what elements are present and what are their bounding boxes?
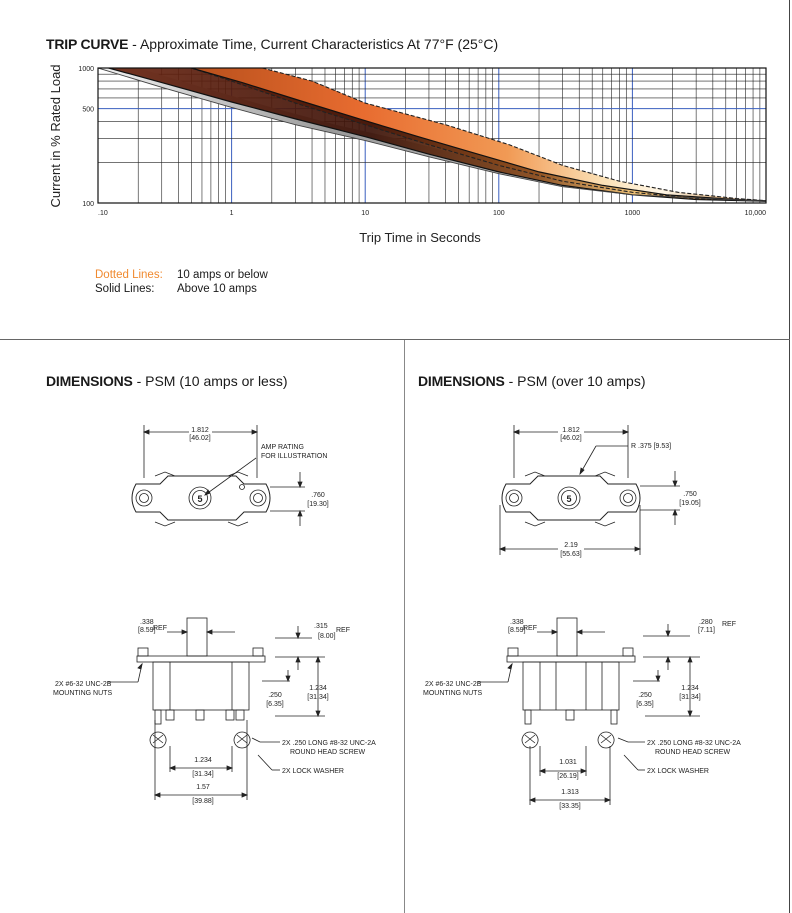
left-side-w1-value: 1.234 xyxy=(194,757,212,764)
left-top-width-mm: [46.02] xyxy=(189,435,211,442)
right-side-w2-value: 1.313 xyxy=(561,789,579,796)
right-side-screw-2: ROUND HEAD SCREW xyxy=(655,749,731,756)
right-side-nut-1: 2X #6-32 UNC-2B xyxy=(425,681,482,688)
left-side-ref2-suffix: REF xyxy=(336,627,350,634)
x-tick-label: .10 xyxy=(98,210,108,217)
legend-value-dotted: 10 amps or below xyxy=(177,269,268,281)
x-axis-label: Trip Time in Seconds xyxy=(359,230,481,245)
left-side-view-drawing xyxy=(0,612,404,817)
dimensions-left-title-rest: - PSM (10 amps or less) xyxy=(132,373,288,389)
right-side-w2-mm: [33.35] xyxy=(559,803,581,810)
legend-row-solid xyxy=(95,282,268,296)
dimensions-left-title-bold: DIMENSIONS xyxy=(46,373,133,389)
y-tick-labels xyxy=(78,66,94,208)
left-side-washer: 2X LOCK WASHER xyxy=(282,768,344,775)
right-side-screw-1: 2X .250 LONG #8-32 UNC-2A xyxy=(647,740,741,747)
right-side-washer: 2X LOCK WASHER xyxy=(647,768,709,775)
right-side-ref1-value: .338 xyxy=(510,619,524,626)
left-side-w2-mm: [39.88] xyxy=(192,798,214,805)
legend-key-dotted: Dotted Lines: xyxy=(95,269,163,281)
right-top-radius: R .375 [9.53] xyxy=(631,443,672,450)
right-top-view-drawing xyxy=(405,415,789,575)
right-side-d2-mm: [31.34] xyxy=(679,694,701,701)
right-side-ref2-mm: [7.11] xyxy=(698,627,715,634)
right-side-d1-value: .250 xyxy=(638,692,652,699)
left-side-d2-mm: [31.34] xyxy=(307,694,329,701)
right-side-d2-value: 1.234 xyxy=(681,685,699,692)
x-tick-labels xyxy=(98,210,766,217)
left-side-nut-1: 2X #6-32 UNC-2B xyxy=(55,681,112,688)
svg-text:5: 5 xyxy=(197,494,203,504)
left-top-note-1: AMP RATING xyxy=(261,444,304,451)
right-side-ref2-value: .280 xyxy=(699,619,713,626)
left-side-nut-2: MOUNTING NUTS xyxy=(53,690,113,697)
right-top-height-mm: [19.05] xyxy=(679,500,701,507)
chart-bands xyxy=(98,68,766,201)
dimensions-right-title xyxy=(418,373,646,389)
legend-row-dotted xyxy=(95,268,268,282)
right-side-ref1-suffix: REF xyxy=(523,625,537,632)
chart-legend xyxy=(95,268,268,296)
curve-band-dotted-series xyxy=(191,68,766,201)
right-top-total-value: 2.19 xyxy=(564,542,578,549)
left-side-ref1-suffix: REF xyxy=(153,625,167,632)
y-tick-label: 1000 xyxy=(78,66,94,73)
section-divider-horizontal xyxy=(0,339,790,340)
page-right-border xyxy=(789,0,790,913)
left-side-ref1-mm: [8.59] xyxy=(138,627,156,634)
y-tick-label: 500 xyxy=(82,106,94,114)
left-side-w2-value: 1.57 xyxy=(196,784,210,791)
dimensions-right-title-bold: DIMENSIONS xyxy=(418,373,505,389)
right-top-total-mm: [55.63] xyxy=(560,551,582,558)
y-tick-label: 100 xyxy=(82,201,94,208)
x-tick-label: 10,000 xyxy=(744,210,766,217)
left-side-ref2-mm: [8.00] xyxy=(318,633,336,640)
left-side-w1-mm: [31.34] xyxy=(192,771,214,778)
left-side-d2-value: 1.234 xyxy=(309,685,327,692)
legend-key-solid: Solid Lines: xyxy=(95,283,155,295)
right-top-width-value: 1.812 xyxy=(562,427,580,434)
right-side-ref1-mm: [8.59] xyxy=(508,627,526,634)
left-top-height-value: .760 xyxy=(311,492,325,499)
left-side-screw-2: ROUND HEAD SCREW xyxy=(290,749,366,756)
right-side-d1-mm: [6.35] xyxy=(636,701,654,708)
trip-curve-title xyxy=(46,36,498,52)
x-tick-label: 1 xyxy=(229,210,234,217)
left-side-screw-1: 2X .250 LONG #8-32 UNC-2A xyxy=(282,740,376,747)
left-side-ref1-value: .338 xyxy=(140,619,154,626)
left-side-ref2-value: .315 xyxy=(314,623,328,630)
svg-text:5: 5 xyxy=(566,494,572,504)
x-tick-label: 1000 xyxy=(624,210,641,217)
legend-value-solid: Above 10 amps xyxy=(177,283,257,295)
left-top-height-mm: [19.30] xyxy=(307,501,329,508)
left-top-note-2: FOR ILLUSTRATION xyxy=(261,453,328,460)
dimensions-left-title xyxy=(46,373,288,389)
x-tick-label: 10 xyxy=(361,210,370,217)
left-top-width-value: 1.812 xyxy=(191,427,209,434)
x-tick-label: 100 xyxy=(492,210,505,217)
right-top-height-value: .750 xyxy=(683,491,697,498)
dimensions-right-title-rest: - PSM (over 10 amps) xyxy=(504,373,646,389)
right-side-ref2-suffix: REF xyxy=(722,621,736,628)
trip-curve-title-bold: TRIP CURVE xyxy=(46,36,129,52)
y-axis-label: Current in % Rated Load xyxy=(48,64,63,208)
left-top-view-drawing xyxy=(0,415,404,575)
trip-curve-title-rest: - Approximate Time, Current Characteristics At 77°F (25°C) xyxy=(128,36,499,52)
trip-curve-chart xyxy=(40,56,780,251)
right-top-width-mm: [46.02] xyxy=(560,435,582,442)
right-side-nut-2: MOUNTING NUTS xyxy=(423,690,483,697)
left-side-d1-mm: [6.35] xyxy=(266,701,284,708)
right-side-w1-value: 1.031 xyxy=(559,759,577,766)
right-side-view-drawing xyxy=(405,612,789,817)
right-side-w1-mm: [26.19] xyxy=(557,773,579,780)
left-side-d1-value: .250 xyxy=(268,692,282,699)
